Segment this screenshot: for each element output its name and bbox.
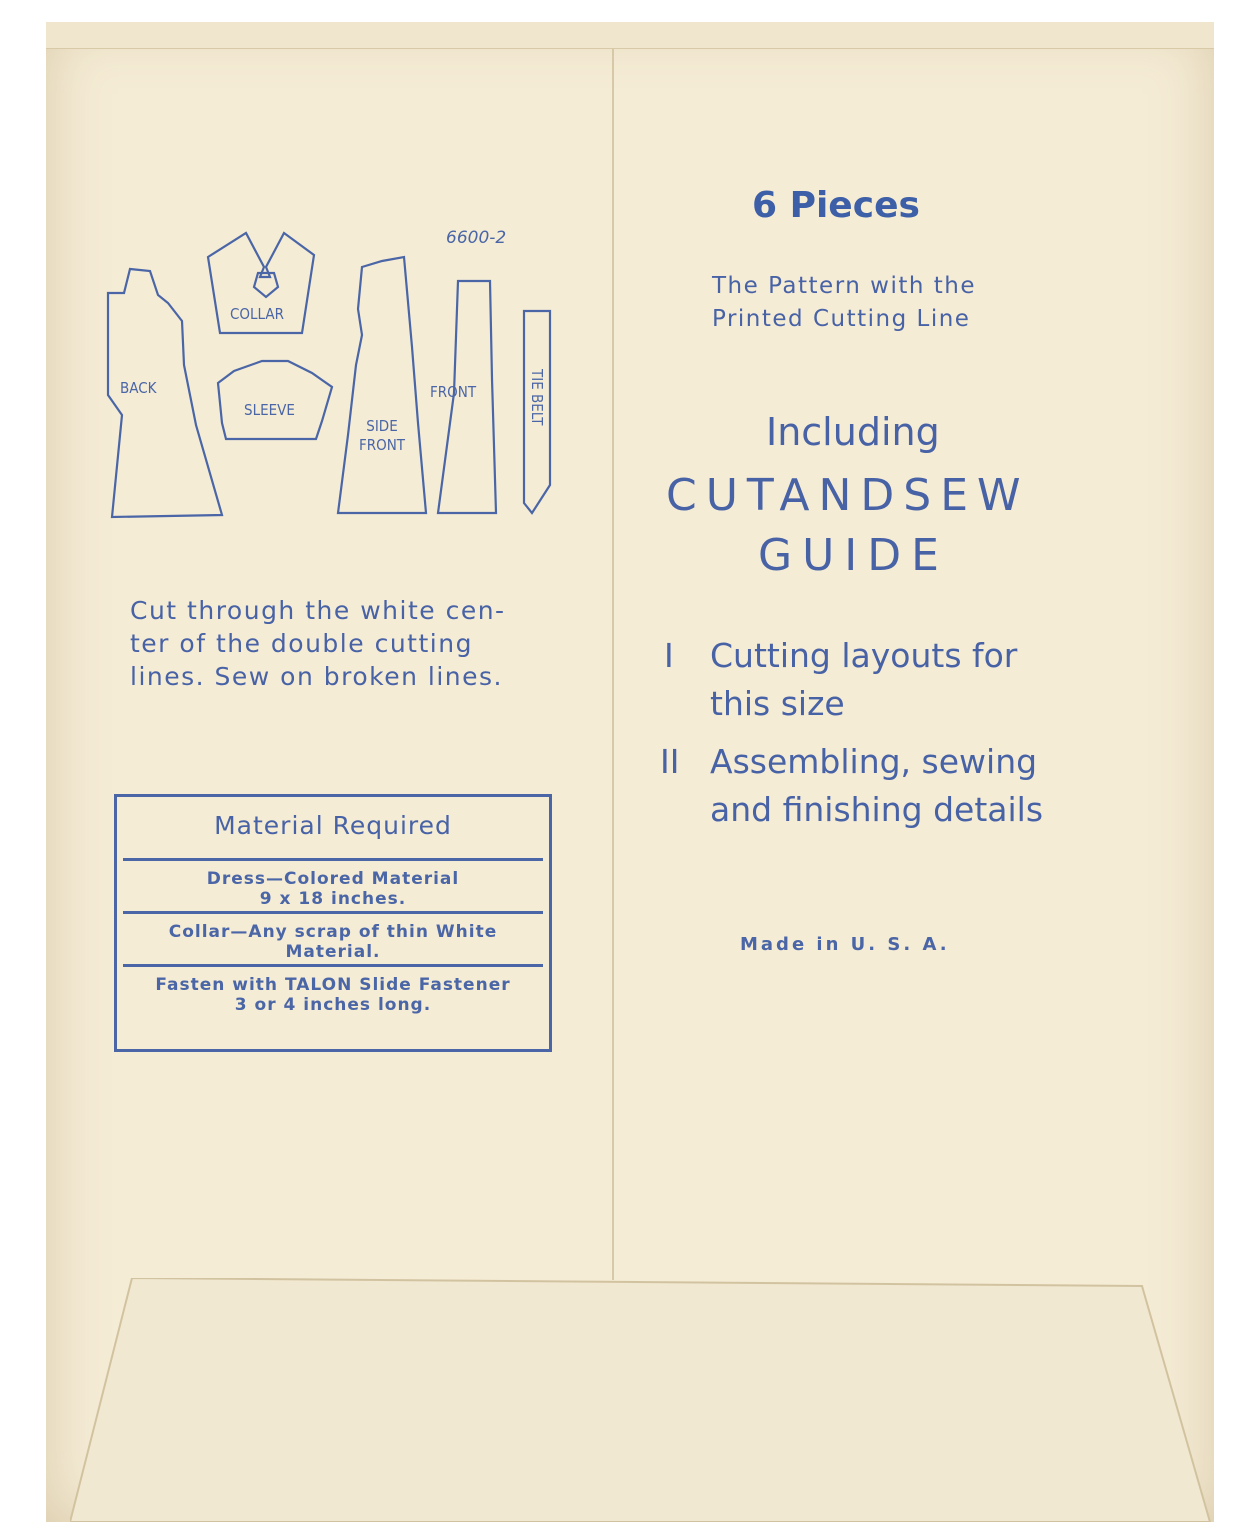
subtitle-line: The Pattern with the (712, 273, 976, 299)
pattern-pieces-diagram (100, 225, 570, 525)
list-item-text: Assembling, sewing (710, 742, 1038, 781)
guide-contents-list (660, 632, 1064, 844)
material-row-text: Dress—Colored Material (206, 869, 460, 889)
sleeve-label: SLEEVE (244, 401, 295, 419)
list-item-text: and finishing details (710, 790, 1044, 829)
guide-heading: GUIDE (758, 530, 949, 581)
instruction-line: lines. Sew on broken lines. (130, 662, 504, 691)
instruction-line: ter of the double cutting (130, 629, 473, 658)
material-row-dress (123, 858, 543, 911)
material-row-fastener (123, 964, 543, 1017)
material-title: Material Required (214, 811, 452, 840)
list-item (660, 738, 1064, 834)
back-label: BACK (120, 379, 157, 397)
material-row-text: Material. (285, 942, 381, 962)
side-front-label-1: SIDE (366, 417, 398, 435)
sleeve-piece (218, 361, 332, 439)
subtitle-line: Printed Cutting Line (712, 306, 971, 332)
fold-line (612, 48, 614, 1280)
material-row-text: Fasten with TALON Slide Fastener (155, 975, 511, 995)
tie-belt-label: TIE BELT (528, 369, 546, 426)
side-front-label-2: FRONT (358, 436, 406, 454)
front-label: FRONT (430, 383, 477, 401)
cut-and-sew-heading: CUTANDSEW (666, 470, 1030, 521)
material-row-collar (123, 911, 543, 964)
list-item (664, 632, 1064, 728)
side-front-piece (338, 257, 426, 513)
envelope-top-edge (46, 22, 1214, 49)
pieces-count-title: 6 Pieces (752, 185, 920, 226)
material-required-box (114, 794, 552, 1052)
list-item-text: Cutting layouts for (710, 636, 1018, 675)
list-item-number: I (664, 636, 674, 675)
pattern-subtitle (712, 270, 976, 336)
including-heading: Including (766, 410, 940, 454)
material-row-text: 3 or 4 inches long. (234, 995, 432, 1015)
material-row-text: 9 x 18 inches. (259, 889, 407, 909)
made-in-label: Made in U. S. A. (740, 934, 950, 955)
cutting-instructions (130, 594, 550, 693)
list-item-number: II (660, 742, 680, 781)
pattern-number: 6600-2 (446, 228, 507, 248)
material-row-text: Collar—Any scrap of thin White (168, 922, 498, 942)
instruction-line: Cut through the white cen- (130, 596, 506, 625)
collar-label: COLLAR (230, 305, 285, 323)
list-item-text: this size (710, 684, 845, 723)
bottom-flap (70, 1278, 1214, 1522)
